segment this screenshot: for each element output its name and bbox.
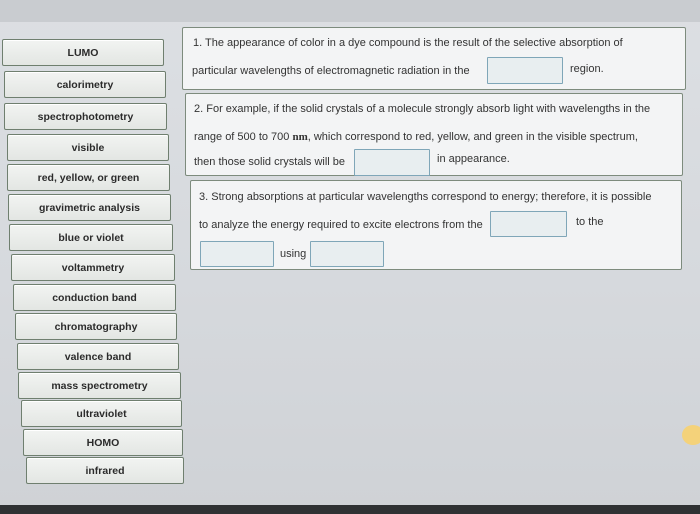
- term-spectrophotometry[interactable]: spectrophotometry: [4, 103, 167, 130]
- question-2-range-rest: , which correspond to red, yellow, and green in the visible spectrum,: [307, 131, 638, 143]
- question-2-box: [185, 93, 683, 176]
- question-1-line-1: 1. The appearance of color in a dye compound is the result of the selective absorption of: [193, 37, 623, 49]
- term-calorimetry[interactable]: calorimetry: [4, 71, 166, 98]
- term-conduction-band[interactable]: conduction band: [13, 284, 176, 311]
- term-chromatography[interactable]: chromatography: [15, 313, 177, 340]
- term-blue-or-violet[interactable]: blue or violet: [9, 224, 173, 251]
- term-red-yellow-green[interactable]: red, yellow, or green: [7, 164, 170, 191]
- term-valence-band[interactable]: valence band: [17, 343, 179, 370]
- question-1-line-2: particular wavelengths of electromagnetic radiation in the: [192, 65, 470, 77]
- question-3-blank-1[interactable]: [490, 211, 567, 237]
- question-1-blank[interactable]: [487, 57, 563, 84]
- term-mass-spectrometry[interactable]: mass spectrometry: [18, 372, 181, 399]
- question-3-to-the: to the: [576, 216, 604, 228]
- term-visible[interactable]: visible: [7, 134, 169, 161]
- question-2-line-2: [194, 131, 638, 143]
- question-3-using: using: [280, 248, 307, 260]
- question-2-range-text: range of 500 to 700: [194, 131, 293, 143]
- term-infrared[interactable]: infrared: [26, 457, 184, 484]
- question-3-line-2: to analyze the energy required to excite electrons from the: [199, 219, 483, 231]
- question-2-line-3: then those solid crystals will be: [194, 156, 346, 168]
- question-3-blank-3[interactable]: [310, 241, 384, 267]
- term-gravimetric-analysis[interactable]: gravimetric analysis: [8, 194, 171, 221]
- question-2-after-blank: in appearance.: [437, 153, 510, 165]
- question-2-blank[interactable]: [354, 149, 430, 176]
- question-1-after-blank: region.: [570, 63, 604, 75]
- question-2-line-1: 2. For example, if the solid crystals of a molecule strongly absorb light with wavelengths in the: [194, 103, 651, 115]
- question-3-blank-2[interactable]: [200, 241, 274, 267]
- question-2-unit: nm: [292, 131, 308, 143]
- term-lumo[interactable]: LUMO: [2, 39, 164, 66]
- term-voltammetry[interactable]: voltammetry: [11, 254, 175, 281]
- term-ultraviolet[interactable]: ultraviolet: [21, 400, 182, 427]
- bottom-bar: [0, 505, 700, 514]
- question-3-line-1: 3. Strong absorptions at particular wavelengths correspond to energy; therefore, it is possible: [199, 191, 652, 203]
- term-homo[interactable]: HOMO: [23, 429, 183, 456]
- top-bar: [0, 0, 700, 22]
- question-3-box: [190, 180, 682, 270]
- question-1-box: [182, 27, 686, 90]
- side-tab: [682, 425, 700, 445]
